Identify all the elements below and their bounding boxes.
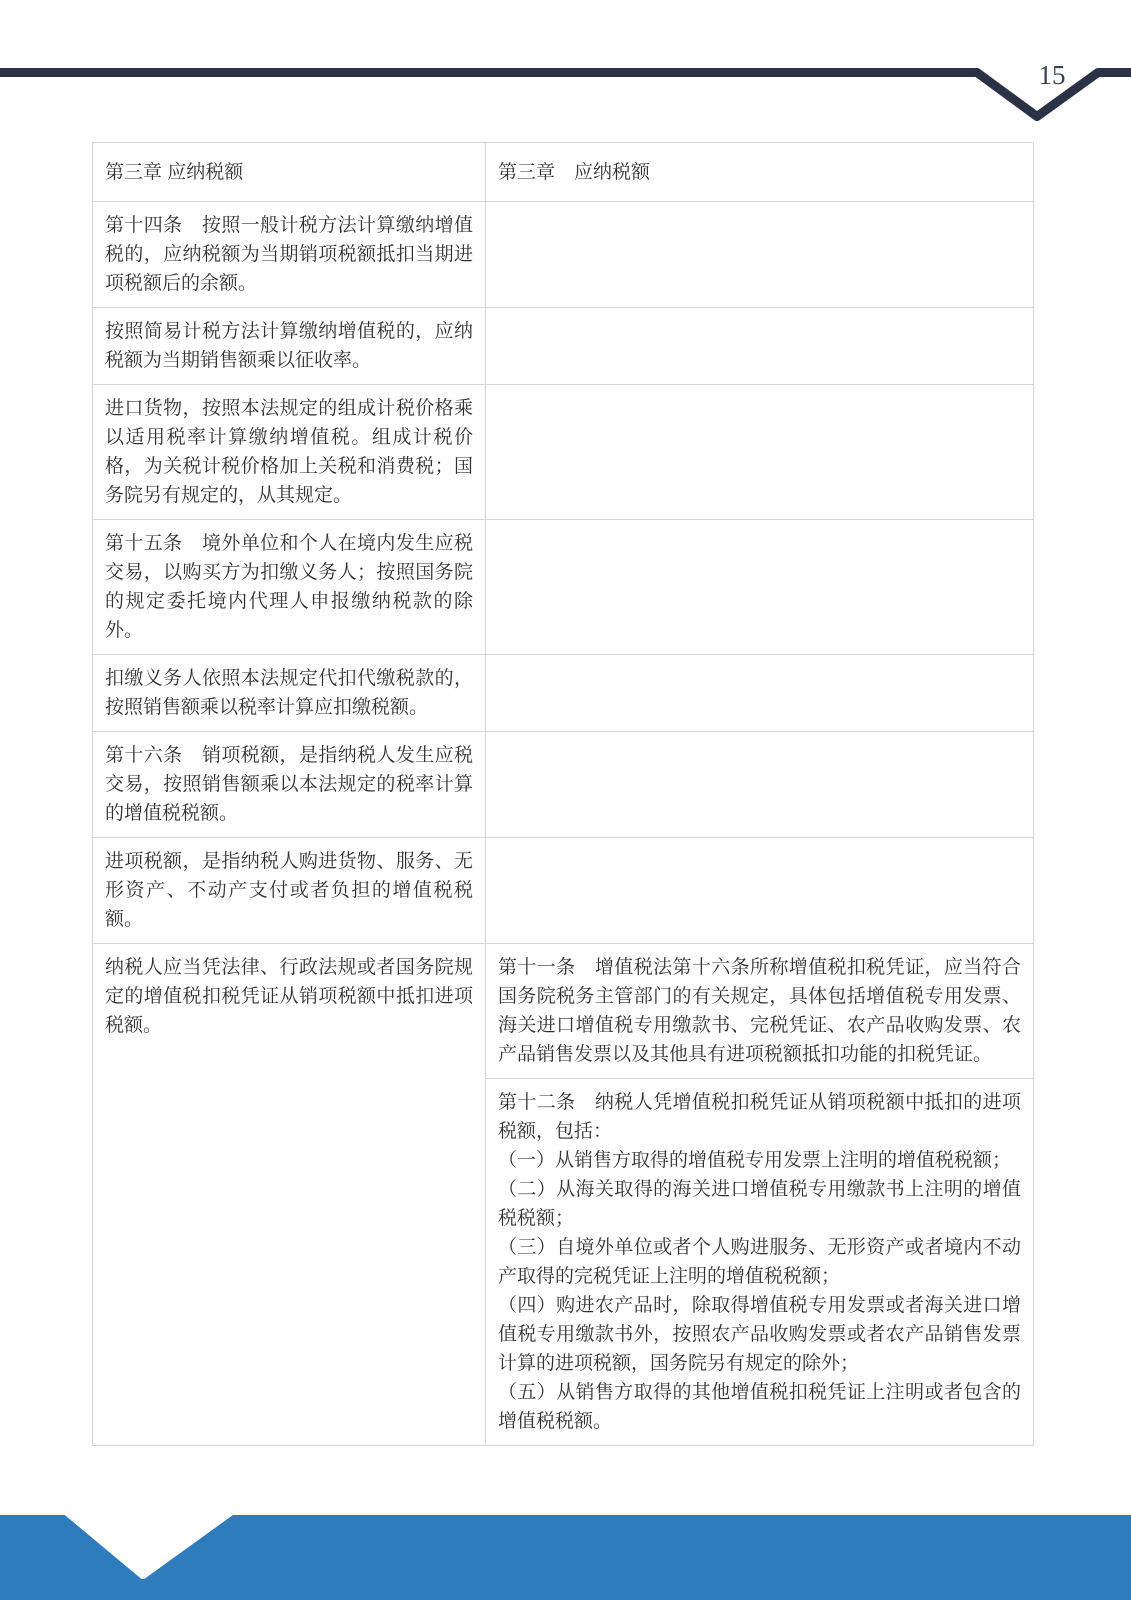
table-cell-left-merged: 纳税人应当凭法律、行政法规或者国务院规定的增值税扣税凭证从销项税额中抵扣进项税额。 <box>93 944 486 1446</box>
table-header-left: 第三章 应纳税额 <box>93 143 486 202</box>
table-row-merged-top <box>93 944 1034 1079</box>
header-rule-line <box>0 73 1131 117</box>
header-decoration <box>0 0 1131 140</box>
table-cell-article-11: 第十一条 增值税法第十六条所称增值税扣税凭证，应当符合国务院税务主管部门的有关规定，具体包括增值税专用发票、海关进口增值税专用缴款书、完税凭证、农产品收购发票、农产品销售发票以及其他具有进项税额抵扣功能的扣税凭证。 <box>486 944 1034 1079</box>
table-row <box>93 655 1034 732</box>
article-12-item-2: （二）从海关取得的海关进口增值税专用缴款书上注明的增值税税额； <box>498 1179 1021 1229</box>
article-12-intro: 第十二条 纳税人凭增值税扣税凭证从销项税额中抵扣的进项税额，包括： <box>498 1092 1021 1142</box>
article-12-item-4: （四）购进农产品时，除取得增值税专用发票或者海关进口增值税专用缴款书外，按照农产品收购发票或者农产品销售发票计算的进项税额，国务院另有规定的除外； <box>498 1295 1021 1374</box>
article-12-item-3: （三）自境外单位或者个人购进服务、无形资产或者境内不动产取得的完税凭证上注明的增值税税额； <box>498 1237 1021 1287</box>
table-cell-left: 进口货物，按照本法规定的组成计税价格乘以适用税率计算缴纳增值税。组成计税价格，为关税计税价格加上关税和消费税；国务院另有规定的，从其规定。 <box>93 385 486 520</box>
table-row <box>93 308 1034 385</box>
table-cell-left: 第十六条 销项税额，是指纳税人发生应税交易，按照销售额乘以本法规定的税率计算的增值税税额。 <box>93 732 486 838</box>
table-cell-right-empty <box>486 202 1034 308</box>
table-cell-left: 进项税额，是指纳税人购进货物、服务、无形资产、不动产支付或者负担的增值税税额。 <box>93 838 486 944</box>
law-comparison-table <box>92 142 1034 1446</box>
table-cell-right-empty <box>486 655 1034 732</box>
table-cell-left: 第十四条 按照一般计税方法计算缴纳增值税的，应纳税额为当期销项税额抵扣当期进项税额后的余额。 <box>93 202 486 308</box>
footer-decoration <box>0 1515 1131 1600</box>
table-cell-right-empty <box>486 308 1034 385</box>
table-cell-left: 第十五条 境外单位和个人在境内发生应税交易，以购买方为扣缴义务人；按照国务院的规定委托境内代理人申报缴纳税款的除外。 <box>93 520 486 655</box>
table-cell-article-12 <box>486 1079 1034 1446</box>
table-row <box>93 385 1034 520</box>
table-cell-right-empty <box>486 520 1034 655</box>
table-cell-right-empty <box>486 838 1034 944</box>
table-header-row <box>93 143 1034 202</box>
article-12-item-5: （五）从销售方取得的其他增值税扣税凭证上注明或者包含的增值税税额。 <box>498 1382 1021 1432</box>
table-row <box>93 520 1034 655</box>
article-12-item-1: （一）从销售方取得的增值税专用发票上注明的增值税税额； <box>498 1150 1012 1171</box>
table-cell-left: 扣缴义务人依照本法规定代扣代缴税款的，按照销售额乘以税率计算应扣缴税额。 <box>93 655 486 732</box>
table-cell-left: 按照简易计税方法计算缴纳增值税的，应纳税额为当期销售额乘以征收率。 <box>93 308 486 385</box>
table-row <box>93 838 1034 944</box>
table-header-right: 第三章 应纳税额 <box>486 143 1034 202</box>
page-number: 15 <box>1038 60 1066 90</box>
table-cell-right-empty <box>486 385 1034 520</box>
table-row <box>93 202 1034 308</box>
table-cell-right-empty <box>486 732 1034 838</box>
table-row <box>93 732 1034 838</box>
